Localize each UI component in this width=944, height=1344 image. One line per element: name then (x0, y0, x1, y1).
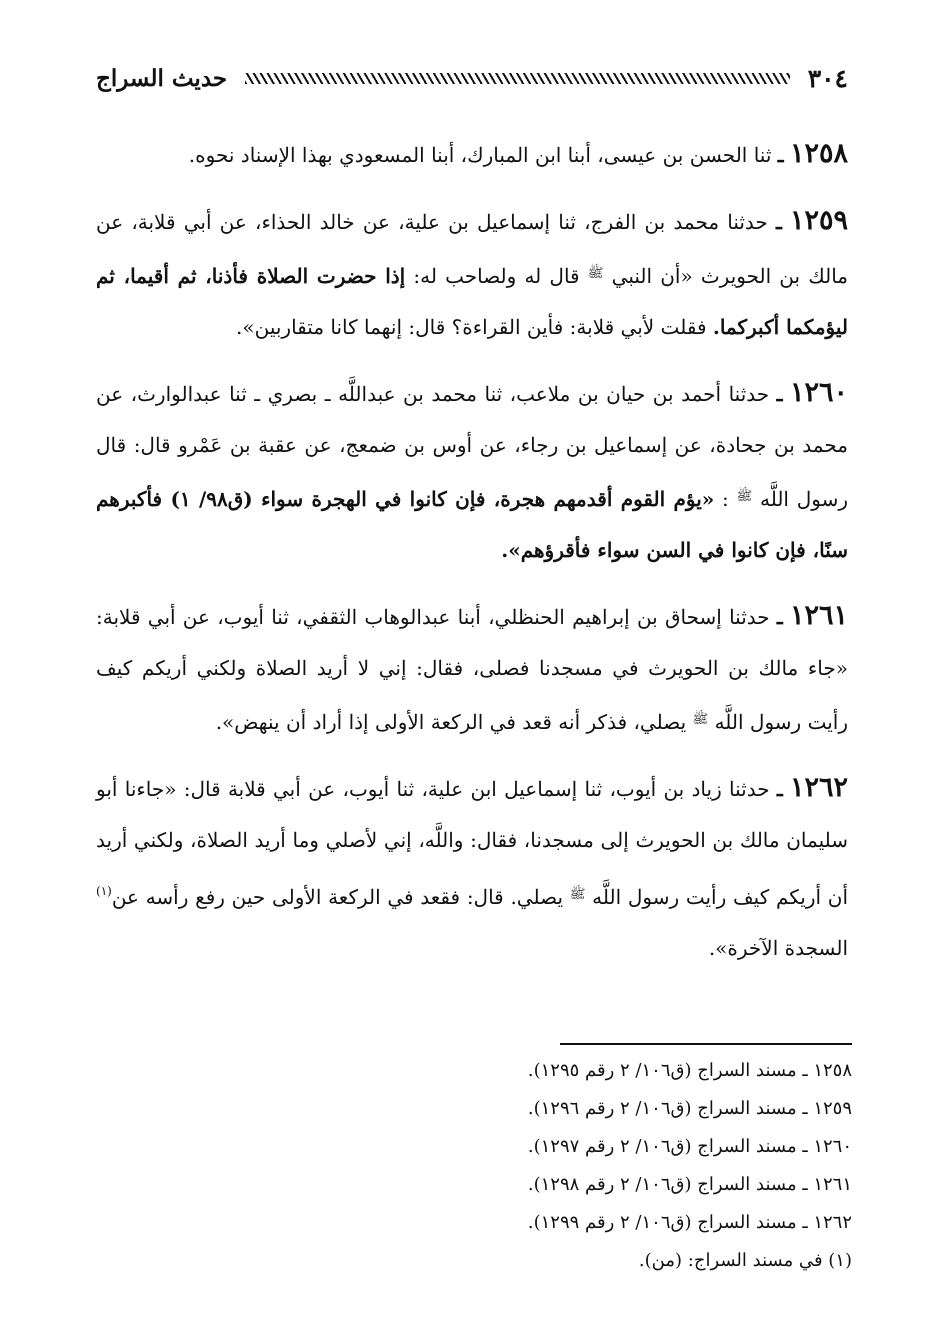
salawat-honorific: ﷺ (736, 489, 753, 504)
hadith-text: يصلي، فذكر أنه قعد في الركعة الأولى إذا أراد أن ينهض». (215, 710, 687, 734)
hadith-text: قال له ولصاحب له: (413, 264, 580, 288)
salawat-honorific: ﷺ (692, 712, 709, 727)
footnote-line: (١) في مسند السراج: (من). (638, 1250, 852, 1271)
hadith-1261 (96, 590, 848, 748)
hadith-matn-bold: إذا حضرت الصلاة فأذنا، ثم أقيما، ثم ليؤمكما أكبركما. (96, 264, 848, 339)
hadith-text: فقلت لأبي قلابة: فأين القراءة؟ قال: إنهما كانا متقاربين». (236, 315, 707, 339)
hadith-1260 (96, 367, 848, 576)
footnote-line: ١٢٥٩ ـ مسند السراج (ق١٠٦/ ٢ رقم ١٢٩٦). (527, 1098, 852, 1119)
salawat-honorific: ﷺ (587, 266, 604, 281)
hadith-text: حدثنا زياد بن أيوب، ثنا إسماعيل ابن علية، ثنا أيوب، عن أبي قلابة قال: «جاءنا أبو سليمان مالك بن الحويرث إلى مسجدنا، فقال: واللَّه، إني لأصلي وما أريد الصلاة، ولكني أريد أن أريكم كيف رأيت رسول اللَّه (96, 777, 849, 909)
hadith-text: : (722, 487, 729, 511)
footnote-line: ١٢٦١ ـ مسند السراج (ق١٠٦/ ٢ رقم ١٢٩٨). (527, 1174, 852, 1195)
hadith-dash: ـ (776, 777, 783, 801)
footnote-divider (560, 1043, 852, 1045)
hadith-1262 (96, 762, 848, 974)
main-text (96, 128, 848, 988)
hadith-number: ١٢٦٢ (790, 772, 849, 803)
header-rule (245, 73, 790, 84)
hadith-number: ١٢٦٠ (789, 377, 848, 408)
hadith-text: السجدة الآخرة». (708, 936, 848, 960)
hadith-1259 (96, 195, 848, 353)
hadith-dash: ـ (777, 143, 784, 167)
hadith-number: ١٢٥٩ (790, 205, 849, 236)
footnote-reference[interactable]: (١) (96, 884, 112, 898)
hadith-1258 (96, 128, 848, 181)
hadith-matn-bold: «يؤم القوم أقدمهم هجرة، فإن كانوا في الهجرة سواء (ق٩٨/ ١) فأكبرهم سنًا، فإن كانوا في السن سواء فأقرؤهم». (96, 487, 848, 562)
page-number: ٣٠٤ (807, 63, 848, 93)
footnote-line: ١٢٦٢ ـ مسند السراج (ق١٠٦/ ٢ رقم ١٢٩٩). (527, 1212, 852, 1233)
hadith-text: حدثنا محمد بن الفرج، ثنا إسماعيل بن علية، عن خالد الحذاء، عن أبي قلابة، عن مالك بن الحويرث «أن النبي (96, 210, 849, 288)
hadith-text: يصلي. قال: فقعد في الركعة الأولى حين رفع رأسه عن (111, 885, 564, 909)
footnotes (380, 1052, 852, 1280)
hadith-number: ١٢٥٨ (789, 138, 848, 169)
hadith-number: ١٢٦١ (789, 600, 848, 631)
footnote-line: ١٢٥٨ ـ مسند السراج (ق١٠٦/ ٢ رقم ١٢٩٥). (527, 1060, 852, 1081)
hadith-dash: ـ (776, 382, 783, 406)
salawat-honorific: ﷺ (569, 887, 586, 902)
hadith-dash: ـ (775, 210, 782, 234)
running-title: حديث السراج (96, 64, 228, 92)
footnote-line: ١٢٦٠ ـ مسند السراج (ق١٠٦/ ٢ رقم ١٢٩٧). (527, 1136, 852, 1157)
page-header (96, 58, 848, 98)
hadith-text: حدثنا إسحاق بن إبراهيم الحنظلي، أبنا عبدالوهاب الثقفي، ثنا أيوب، عن أبي قلابة: «جاء مالك بن الحويرث في مسجدنا فصلى، فقال: إني لا أريد الصلاة ولكني أريكم كيف رأيت رسول اللَّه (96, 605, 848, 734)
hadith-text: حدثنا أحمد بن حيان بن ملاعب، ثنا محمد بن عبداللَّه ـ بصري ـ ثنا عبدالوارث، عن محمد بن جحادة، عن إسماعيل بن رجاء، عن أوس بن ضمعج، عن عقبة بن عَمْرو قال: قال رسول اللَّه (96, 382, 848, 511)
hadith-dash: ـ (776, 605, 783, 629)
hadith-text: ثنا الحسن بن عيسى، أبنا ابن المبارك، أبنا المسعودي بهذا الإسناد نحوه. (188, 143, 772, 167)
